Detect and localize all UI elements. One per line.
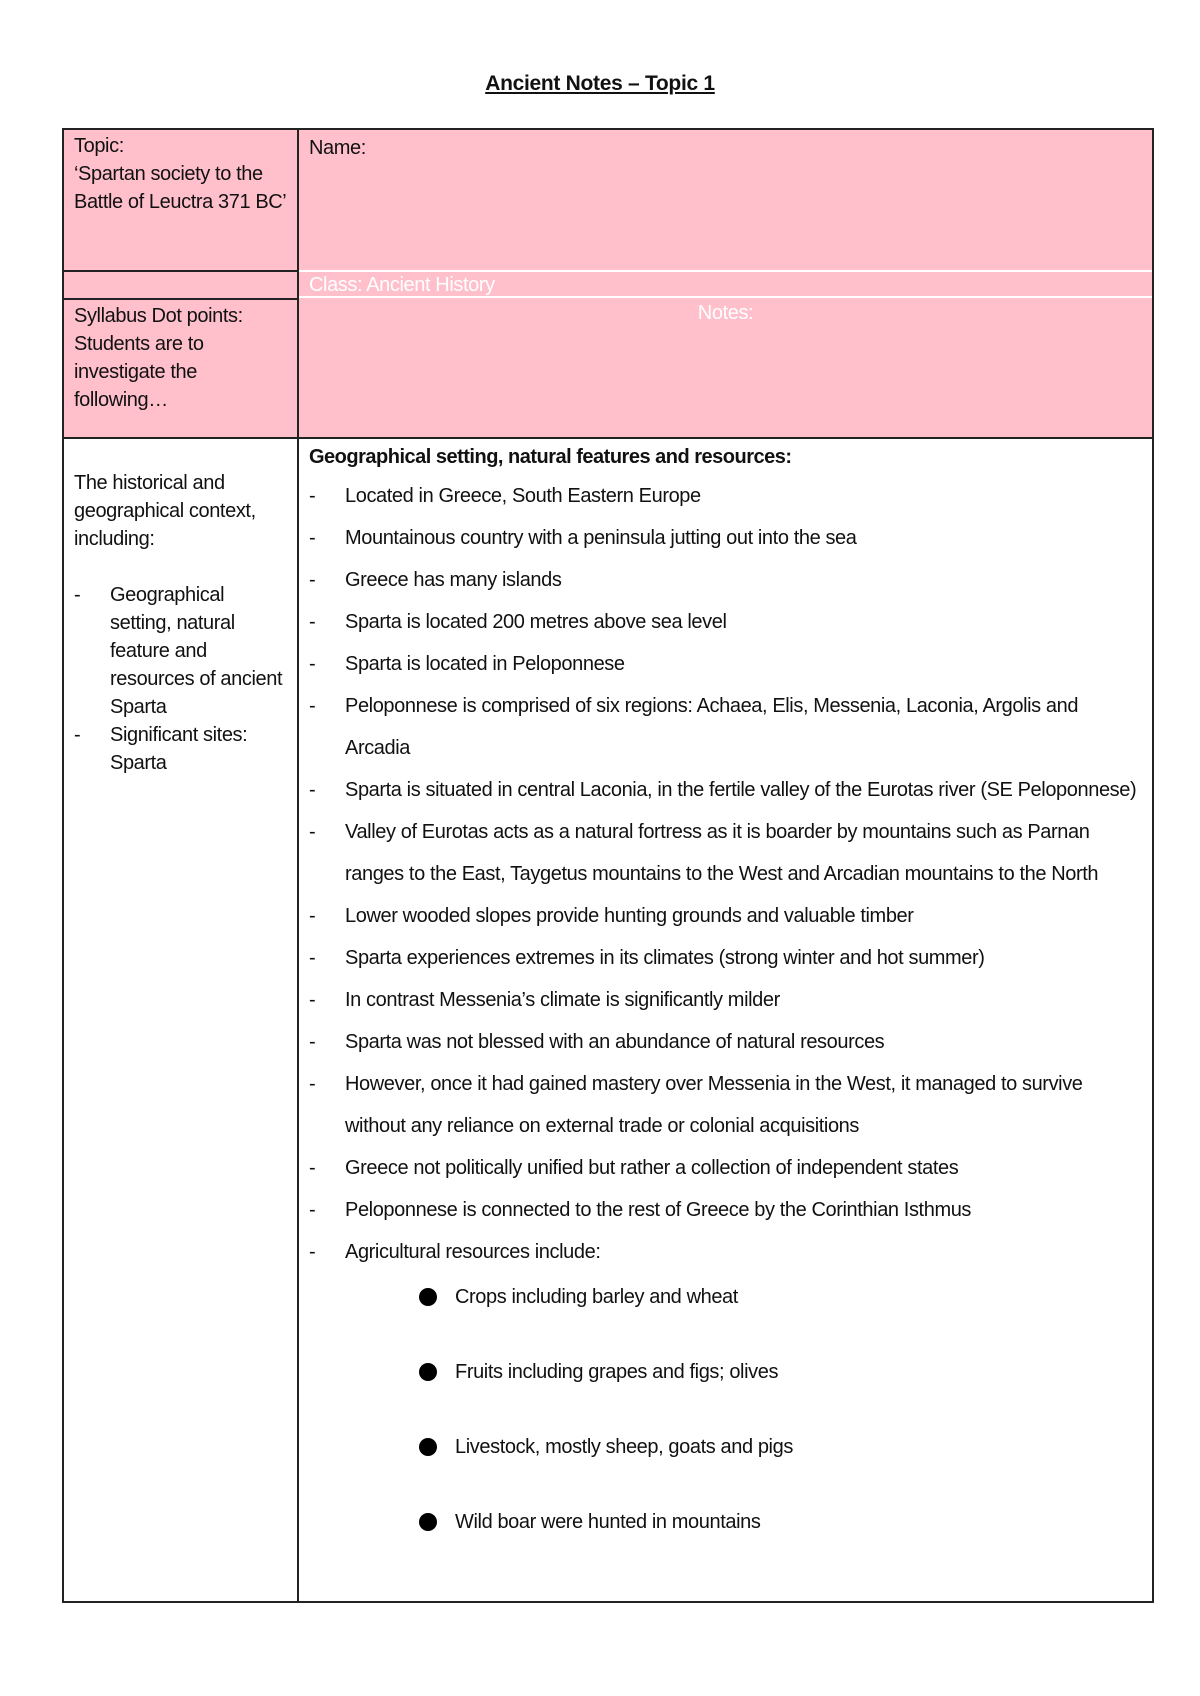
class-cell <box>299 272 1152 296</box>
bullet-dot-icon <box>419 1288 437 1306</box>
topic-value: ‘Spartan society to the Battle of Leuctra 371 BC’ <box>74 163 287 213</box>
note-item: - Sparta was not blessed with an abundance of natural resources <box>309 1021 1142 1063</box>
note-item: - Sparta is located 200 metres above sea level <box>309 601 1142 643</box>
bullet-dot-icon <box>419 1438 437 1456</box>
blank-cell <box>64 272 297 298</box>
note-item: - Sparta is situated in central Laconia, in the fertile valley of the Eurotas river (SE Peloponnese) <box>309 769 1142 811</box>
syllabus-cell <box>64 300 297 437</box>
note-item: - Sparta is located in Peloponnese <box>309 643 1142 685</box>
notes-list <box>309 475 1142 1273</box>
note-item: - In contrast Messenia’s climate is significantly milder <box>309 979 1142 1021</box>
context-item: - Geographical setting, natural feature and resources of ancient Sparta <box>74 581 287 721</box>
row-divider <box>64 298 297 300</box>
context-cell <box>64 439 297 1601</box>
section-heading: Geographical setting, natural features and resources: <box>309 446 792 468</box>
agricultural-item: Crops including barley and wheat <box>419 1283 1142 1358</box>
context-intro: The historical and geographical context, including: <box>74 472 256 550</box>
notes-table <box>62 128 1154 1603</box>
agricultural-item: Livestock, mostly sheep, goats and pigs <box>419 1433 1142 1508</box>
notes-header-cell <box>299 298 1152 437</box>
agricultural-item: Fruits including grapes and figs; olives <box>419 1358 1142 1433</box>
note-item: - Lower wooded slopes provide hunting grounds and valuable timber <box>309 895 1142 937</box>
syllabus-text: Syllabus Dot points: Students are to investigate the following… <box>74 305 243 411</box>
note-item: - Greece has many islands <box>309 559 1142 601</box>
note-item: - Located in Greece, South Eastern Europe <box>309 475 1142 517</box>
note-item: - Valley of Eurotas acts as a natural fortress as it is boarder by mountains such as Parnan ranges to the East, Taygetus mountains to the West and Arcadian mountains to the North <box>309 811 1142 895</box>
note-item: - Greece not politically unified but rather a collection of independent states <box>309 1147 1142 1189</box>
context-item: - Significant sites: Sparta <box>74 721 287 777</box>
note-item: - Sparta experiences extremes in its climates (strong winter and hot summer) <box>309 937 1142 979</box>
note-item: - Agricultural resources include: <box>309 1231 1142 1273</box>
notes-label: Notes: <box>697 302 754 324</box>
topic-cell <box>64 130 297 270</box>
notes-cell <box>299 439 1152 1601</box>
row-divider <box>64 270 297 272</box>
agricultural-item: Wild boar were hunted in mountains <box>419 1508 1142 1583</box>
name-label: Name: <box>309 137 366 159</box>
document-title: Ancient Notes – Topic 1 <box>485 72 715 95</box>
agricultural-list <box>309 1283 1142 1583</box>
topic-label: Topic: <box>74 135 124 157</box>
note-item: - Peloponnese is connected to the rest of Greece by the Corinthian Isthmus <box>309 1189 1142 1231</box>
note-item: - However, once it had gained mastery over Messenia in the West, it managed to survive without any reliance on external trade or colonial acquisitions <box>309 1063 1142 1147</box>
note-item: - Peloponnese is comprised of six regions: Achaea, Elis, Messenia, Laconia, Argolis and Arcadia <box>309 685 1142 769</box>
name-cell <box>299 130 1152 270</box>
row-divider <box>64 437 1152 439</box>
bullet-dot-icon <box>419 1363 437 1381</box>
class-label: Class: Ancient History <box>309 274 495 296</box>
column-divider <box>297 130 299 1601</box>
context-list <box>74 581 287 777</box>
bullet-dot-icon <box>419 1513 437 1531</box>
note-item: - Mountainous country with a peninsula jutting out into the sea <box>309 517 1142 559</box>
